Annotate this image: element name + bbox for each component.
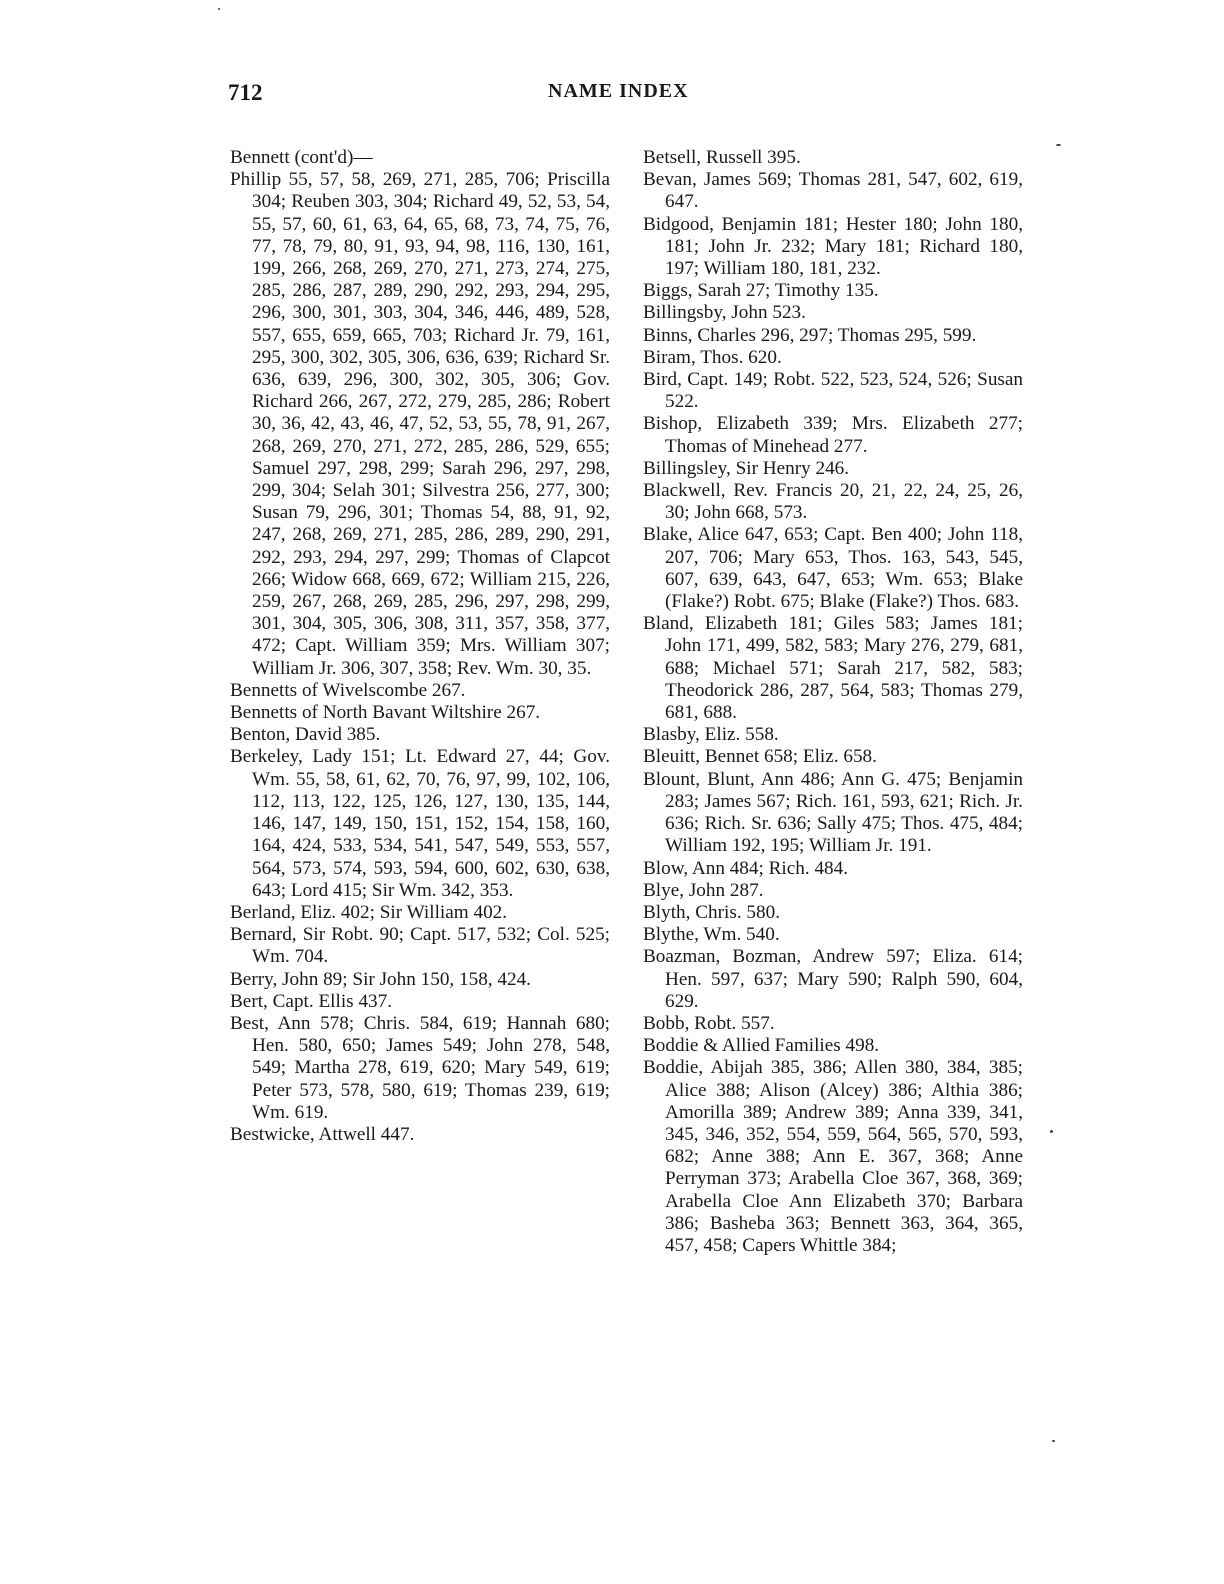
scan-speck bbox=[1050, 1130, 1053, 1133]
index-entry: Billingsley, Sir Henry 246. bbox=[643, 457, 850, 479]
index-entry: Blackwell, Rev. Francis 20, 21, 22, 24, 25, 26, 30; John 668, 573. bbox=[643, 480, 1023, 524]
index-entry: Boddie & Allied Families 498. bbox=[643, 1035, 880, 1057]
index-entry: Bland, Elizabeth 181; Giles 583; James 181; John 171, 499, 582, 583; Mary 276, 279, 681, 688; Michael 571; Sarah 217, 582, 583; Theodorick 286, 287, 564, 583; Thomas 279, 681, 688. bbox=[643, 613, 1023, 724]
index-entry: Bishop, Elizabeth 339; Mrs. Elizabeth 277; Thomas of Minehead 277. bbox=[643, 413, 1023, 457]
index-entry: Phillip 55, 57, 58, 269, 271, 285, 706; Priscilla 304; Reuben 303, 304; Richard 49, 52, 53, 54, 55, 57, 60, 61, 63, 64, 65, 68, 73, 74, 75, 76, 77, 78, 79, 80, 91, 93, 94, 98, 116, 130, 161, 199, 266, 268, 269, 270, 271, 273, 274, 275, 285, 286, 287, 289, 290, 292, 293, 294, 295, 296, 300, 301, 303, 304, 346, 446, 489, 528, 557, 655, 659, 665, 703; Richard Jr. 79, 161, 295, 300, 302, 305, 306, 636, 639; Richard Sr. 636, 639, 296, 300, 302, 305, 306; Gov. Richard 266, 267, 272, 279, 285, 286; Robert 30, 36, 42, 43, 46, 47, 52, 53, 55, 78, 91, 267, 268, 269, 270, 271, 272, 285, 286, 529, 655; Samuel 297, 298, 299; Sarah 296, 297, 298, 299, 304; Selah 301; Silvestra 256, 277, 300; Susan 79, 296, 301; Thomas 54, 88, 91, 92, 247, 268, 269, 271, 285, 286, 289, 290, 291, 292, 293, 294, 297, 299; Thomas of Clapcot 266; Widow 668, 669, 672; William 215, 226, 259, 267, 268, 269, 285, 296, 297, 298, 299, 301, 304, 305, 306, 308, 311, 357, 358, 377, 472; Capt. William 359; Mrs. William 307; William Jr. 306, 307, 358; Rev. Wm. 30, 35. bbox=[230, 169, 610, 679]
index-entry: Benton, David 385. bbox=[230, 724, 381, 746]
index-entry: Boazman, Bozman, Andrew 597; Eliza. 614; Hen. 597, 637; Mary 590; Ralph 590, 604, 629. bbox=[643, 946, 1023, 1012]
index-entry: Bidgood, Benjamin 181; Hester 180; John 180, 181; John Jr. 232; Mary 181; Richard 180, 197; William 180, 181, 232. bbox=[643, 213, 1023, 280]
index-entry: Best, Ann 578; Chris. 584, 619; Hannah 680; Hen. 580, 650; James 549; John 278, 548, 549; Martha 278, 619, 620; Mary 549, 619; Peter 573, 578, 580, 619; Thomas 239, 619; Wm. 619. bbox=[230, 1012, 610, 1123]
index-entry: Berland, Eliz. 402; Sir William 402. bbox=[230, 901, 508, 923]
index-entry: Biggs, Sarah 27; Timothy 135. bbox=[643, 280, 879, 302]
index-entry: Bestwicke, Attwell 447. bbox=[230, 1123, 415, 1145]
page-number: 712 bbox=[228, 80, 263, 105]
scan-speck bbox=[1052, 1440, 1055, 1442]
index-entry: Blythe, Wm. 540. bbox=[643, 924, 780, 946]
index-entry: Blow, Ann 484; Rich. 484. bbox=[643, 857, 849, 879]
index-entry: Betsell, Russell 395. bbox=[643, 147, 801, 168]
scan-speck bbox=[218, 8, 220, 10]
index-entry: Blake, Alice 647, 653; Capt. Ben 400; John 118, 207, 706; Mary 653, Thos. 163, 543, 545, 607, 639, 643, 647, 653; Wm. 653; Blake (Flake?) Robt. 675; Blake (Flake?) Thos. 683. bbox=[643, 524, 1023, 613]
index-entry: Bleuitt, Bennet 658; Eliz. 658. bbox=[643, 746, 877, 768]
index-entry: Blyth, Chris. 580. bbox=[643, 901, 780, 923]
index-entry: Bird, Capt. 149; Robt. 522, 523, 524, 526; Susan 522. bbox=[643, 369, 1023, 413]
index-entry: Binns, Charles 296, 297; Thomas 295, 599. bbox=[643, 324, 977, 346]
index-column-right bbox=[643, 147, 1023, 1257]
index-entry: Bennett (cont'd)— bbox=[230, 147, 373, 168]
page-title: NAME INDEX bbox=[548, 80, 689, 102]
index-entry: Blasby, Eliz. 558. bbox=[643, 724, 779, 746]
index-entry: Blye, John 287. bbox=[643, 879, 764, 901]
index-entry: Boddie, Abijah 385, 386; Allen 380, 384, 385; Alice 388; Alison (Alcey) 386; Althia 386; Amorilla 389; Andrew 389; Anna 339, 341, 345, 346, 352, 554, 559, 564, 565, 570, 593, 682; Anne 388; Ann E. 367, 368; Anne Perryman 373; Arabella Cloe 367, 368, 369; Arabella Cloe Ann Elizabeth 370; Barbara 386; Basheba 363; Bennett 363, 364, 365, 457, 458; Capers Whittle 384; bbox=[643, 1057, 1023, 1256]
index-entry: Billingsby, John 523. bbox=[643, 302, 806, 324]
index-column-left bbox=[230, 147, 610, 1146]
index-entry: Bennetts of North Bavant Wiltshire 267. bbox=[230, 702, 541, 724]
scan-speck bbox=[1056, 144, 1061, 146]
index-entry: Bert, Capt. Ellis 437. bbox=[230, 990, 393, 1012]
index-entry: Berry, John 89; Sir John 150, 158, 424. bbox=[230, 968, 531, 990]
index-entry: Bernard, Sir Robt. 90; Capt. 517, 532; Col. 525; Wm. 704. bbox=[230, 924, 610, 968]
index-entry: Bobb, Robt. 557. bbox=[643, 1012, 775, 1034]
index-entry: Bevan, James 569; Thomas 281, 547, 602, 619, 647. bbox=[643, 169, 1023, 213]
index-entry: Blount, Blunt, Ann 486; Ann G. 475; Benjamin 283; James 567; Rich. 161, 593, 621; Rich. Jr. 636; Rich. Sr. 636; Sally 475; Thos. 475, 484; William 192, 195; William Jr. 191. bbox=[643, 768, 1023, 857]
index-entry: Berkeley, Lady 151; Lt. Edward 27, 44; Gov. Wm. 55, 58, 61, 62, 70, 76, 97, 99, 102, 106, 112, 113, 122, 125, 126, 127, 130, 135, 144, 146, 147, 149, 150, 151, 152, 154, 158, 160, 164, 424, 533, 534, 541, 547, 549, 553, 557, 564, 573, 574, 593, 594, 600, 602, 630, 638, 643; Lord 415; Sir Wm. 342, 353. bbox=[230, 746, 610, 901]
index-entry: Biram, Thos. 620. bbox=[643, 346, 782, 368]
index-entry: Bennetts of Wivelscombe 267. bbox=[230, 679, 466, 701]
page-header bbox=[228, 80, 1018, 112]
